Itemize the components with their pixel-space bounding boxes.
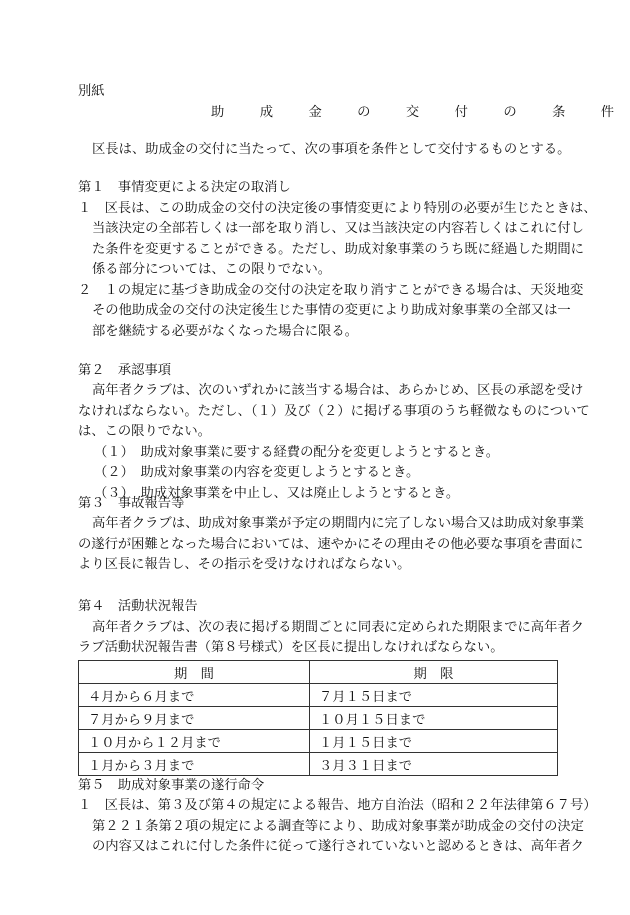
section-1-line: その他助成金の交付の決定後生じた事情の変更により助成対象事業の全部又は一 [92,303,571,318]
section-4-line: 高年者クラブは、次の表に掲げる期間ごとに同表に定められた期限までに高年者ク [92,620,584,635]
table-header-deadline: 期 限 [310,661,558,684]
section-4-heading: 第４ 活動状況報告 [78,599,198,614]
section-5-heading: 第５ 助成対象事業の遂行命令 [78,778,265,793]
table-cell-period: ７月から９月まで [79,707,310,730]
section-5-line: 第２２１条第２項の規定による調査等により、助成対象事業が助成金の交付の決定 [92,819,584,834]
section-2-item: （２） 助成対象事業の内容を変更しようとするとき。 [94,465,420,480]
section-1-line: １ 区長は、この助成金の交付の決定後の事情変更により特別の必要が生じたときは、 [78,201,597,216]
section-2-item: （３） 助成対象事業を中止し、又は廃止しようとするとき。 [94,486,460,501]
table-cell-deadline: １０月１５日まで [310,707,558,730]
table-row [79,684,558,707]
table-header-period: 期 間 [79,661,310,684]
document-title: 助 成 金 の 交 付 の 条 件 [211,105,630,120]
table-row [79,753,558,776]
section-5-line: の内容又はこれに付した条件に従って遂行されていないと認めるときは、高年者ク [92,839,584,854]
section-1-heading: 第１ 事情変更による決定の取消し [78,180,291,195]
section-1-line: 当該決定の全部若しくは一部を取り消し、又は当該決定の内容若しくはこれに付し [92,221,584,236]
section-2-item: （１） 助成対象事業に要する経費の配分を変更しようとするとき。 [94,445,500,460]
table-cell-period: ４月から６月まで [79,684,310,707]
table-cell-period: １０月から１２月まで [79,730,310,753]
section-2-line: なければならない。ただし、（１）及び（２）に掲げる事項のうち軽微なものについて [78,404,590,419]
table-cell-deadline: ７月１５日まで [310,684,558,707]
annex-label: 別紙 [78,84,105,99]
section-2-heading: 第２ 承認事項 [78,363,172,378]
section-3-line: の遂行が困難となった場合においては、速やかにその理由その他必要な事項を書面に [78,537,584,552]
table-cell-deadline: ３月３１日まで [310,753,558,776]
table-header-row [79,661,558,684]
section-2-line: は、この限りでない。 [78,424,211,439]
section-3-line: より区長に報告し、その指示を受けなければならない。 [78,557,411,572]
table-cell-period: １月から３月まで [79,753,310,776]
table-cell-deadline: １月１５日まで [310,730,558,753]
intro-paragraph: 区長は、助成金の交付に当たって、次の事項を条件として交付するものとする。 [92,142,571,157]
section-2-line: 高年者クラブは、次のいずれかに該当する場合は、あらかじめ、区長の承認を受け [92,383,584,398]
report-deadline-table [78,660,558,776]
table-row [79,730,558,753]
section-5-line: １ 区長は、第３及び第４の規定による報告、地方自治法（昭和２２年法律第６７号） [78,798,597,813]
section-1-line: 係る部分については、この限りでない。 [92,262,332,277]
section-1-line: た条件を変更することができる。ただし、助成対象事業のうち既に経過した期間に [92,242,584,257]
table-row [79,707,558,730]
section-3-heading: 第３ 事故報告等 [78,496,185,511]
section-4-line: ラブ活動状況報告書（第８号様式）を区長に提出しなければならない。 [78,640,504,655]
section-1-line: 部を継続する必要がなくなった場合に限る。 [92,324,358,339]
section-3-line: 高年者クラブは、助成対象事業が予定の期間内に完了しない場合又は助成対象事業 [92,516,584,531]
section-1-line: ２ １の規定に基づき助成金の交付の決定を取り消すことができる場合は、天災地変 [78,283,584,298]
